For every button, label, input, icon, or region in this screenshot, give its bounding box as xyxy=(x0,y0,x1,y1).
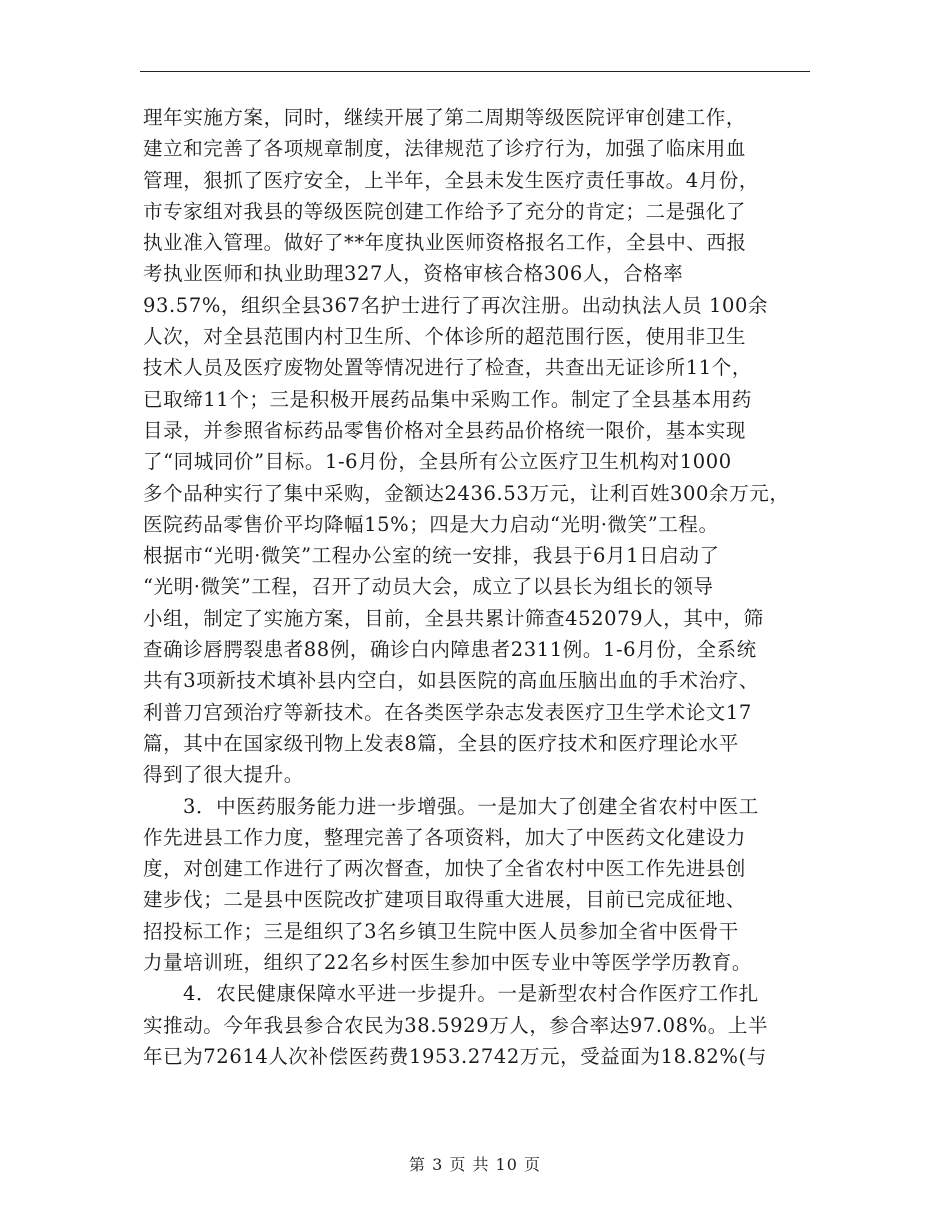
text-line: 建立和完善了各项规章制度，法律规范了诊疗行为，加强了临床用血 xyxy=(143,137,747,161)
text-line: 作先进县工作力度，整理完善了各项资料，加大了中医药文化建设力 xyxy=(143,825,747,849)
page-footer: 第 3 页 共 10 页 xyxy=(409,1155,541,1174)
text-line: 年已为72614人次补偿医药费1953.2742万元，受益面为18.82%(与 xyxy=(143,1044,767,1068)
text-line: 篇，其中在国家级刊物上发表8篇，全县的医疗技术和医疗理论水平 xyxy=(143,731,739,755)
text-line: 根据市“光明·微笑”工程办公室的统一安排，我县于6月1日启动了 xyxy=(143,544,720,568)
text-line: 小组，制定了实施方案，目前，全县共累计筛查452079人，其中，筛 xyxy=(143,606,764,630)
paragraph-first-line: 4．农民健康保障水平进一步提升。一是新型农村合作医疗工作扎 xyxy=(183,982,759,1006)
text-line: 管理，狠抓了医疗安全，上半年，全县未发生医疗责任事故。4月份， xyxy=(143,168,760,192)
text-line: 医院药品零售价平均降幅15%；四是大力启动“光明·微笑”工程。 xyxy=(143,512,719,536)
text-line: “光明·微笑”工程，召开了动员大会，成立了以县长为组长的领导 xyxy=(143,575,714,599)
text-line: 度，对创建工作进行了两次督查，加快了全省农村中医工作先进县创 xyxy=(143,857,747,881)
text-line: 得到了很大提升。 xyxy=(143,763,304,787)
text-line: 已取缔11个；三是积极开展药品集中采购工作。制定了全县基本用药 xyxy=(143,387,752,411)
text-line: 市专家组对我县的等级医院创建工作给予了充分的肯定；二是强化了 xyxy=(143,199,747,223)
text-line: 力量培训班，组织了22名乡村医生参加中医专业中等医学学历教育。 xyxy=(143,951,752,975)
text-line: 了“同城同价”目标。1-6月份，全县所有公立医疗卫生机构对1000 xyxy=(143,450,732,474)
text-line: 实推动。今年我县参合农民为38.5929万人，参合率达97.08%。上半 xyxy=(143,1013,769,1037)
text-line: 技术人员及医疗废物处置等情况进行了检查，共查出无证诊所11个， xyxy=(143,356,752,380)
text-line: 招投标工作；三是组织了3名乡镇卫生院中医人员参加全省中医骨干 xyxy=(143,919,739,943)
text-line: 多个品种实行了集中采购，金额达2436.53万元，让利百姓300余万元， xyxy=(143,481,790,505)
paragraph-first-line: 3．中医药服务能力进一步增强。一是加大了创建全省农村中医工 xyxy=(183,794,759,818)
text-line: 目录，并参照省标药品零售价格对全县药品价格统一限价，基本实现 xyxy=(143,418,747,442)
text-line: 93.57%，组织全县367名护士进行了再次注册。出动执法人员 100余 xyxy=(143,293,769,317)
text-line: 建步伐；二是县中医院改扩建项目取得重大进展，目前已完成征地、 xyxy=(143,888,747,912)
text-line: 理年实施方案，同时，继续开展了第二周期等级医院评审创建工作， xyxy=(143,106,747,129)
text-line: 执业准入管理。做好了**年度执业医师资格报名工作，全县中、西报 xyxy=(143,231,747,255)
document-body xyxy=(143,102,833,1072)
text-line: 共有3项新技术填补县内空白，如县医院的高血压脑出血的手术治疗、 xyxy=(143,669,760,693)
text-line: 考执业医师和执业助理327人，资格审核合格306人，合格率 xyxy=(143,262,684,286)
header-rule xyxy=(140,71,810,72)
text-line: 人次，对全县范围内村卫生所、个体诊所的超范围行医，使用非卫生 xyxy=(143,325,747,349)
text-line: 查确诊唇腭裂患者88例，确诊白内障患者2311例。1-6月份，全系统 xyxy=(143,638,757,662)
text-line: 利普刀宫颈治疗等新技术。在各类医学杂志发表医疗卫生学术论文17 xyxy=(143,700,752,724)
